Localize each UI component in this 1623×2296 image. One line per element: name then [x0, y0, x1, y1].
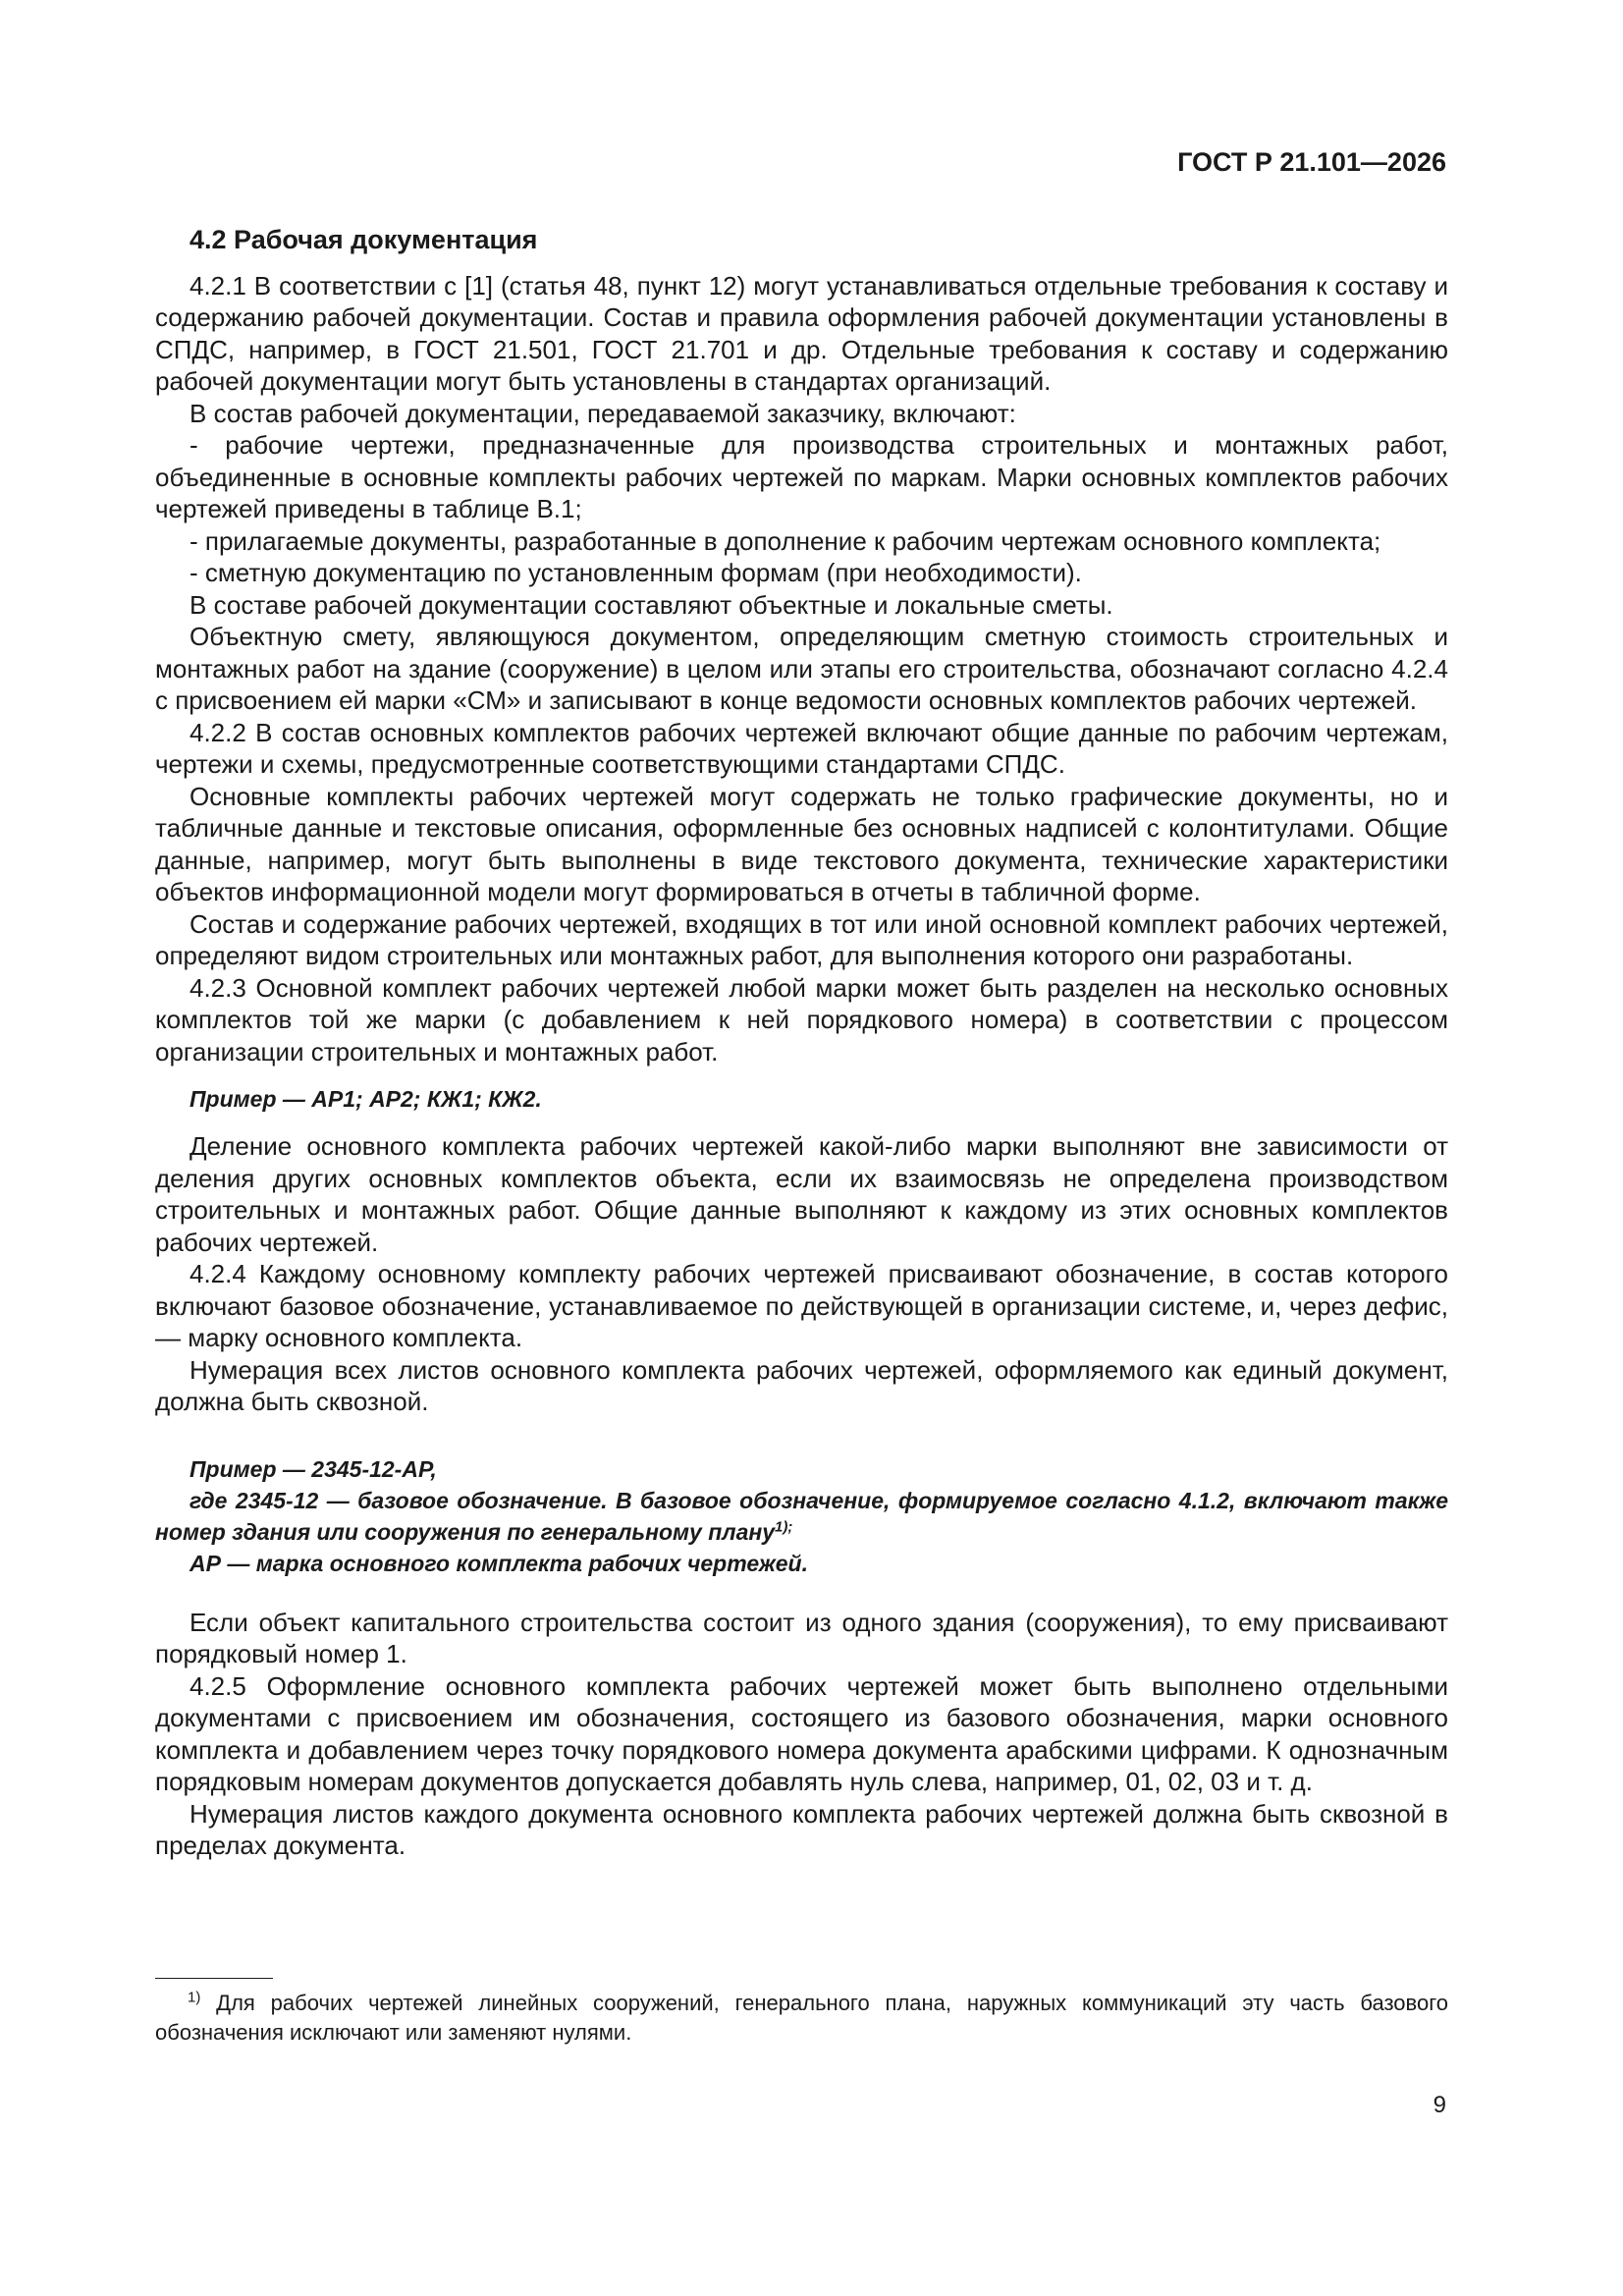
footnote-ref: 1); — [775, 1517, 793, 1535]
main-content — [155, 224, 1448, 1862]
paragraph: Если объект капитального строительства состоит из одного здания (сооружения), то ему присваивают порядковый номер 1. — [155, 1607, 1448, 1668]
page-number: 9 — [1433, 2092, 1446, 2118]
list-item: - рабочие чертежи, предназначенные для производства строительных и монтажных работ, объединенные в основные комплекты рабочих чертежей по маркам. Марки основных комплектов рабочих чертежей приведены в таблице В.1; — [155, 430, 1448, 523]
paragraph: Нумерация листов каждого документа основного комплекта рабочих чертежей должна быть сквозной в пределах документа. — [155, 1798, 1448, 1860]
paragraph: Состав и содержание рабочих чертежей, входящих в тот или иной основной комплект рабочих чертежей, определяют видом строительных или монтажных работ, для выполнения которого они разработаны. — [155, 908, 1448, 970]
example-text: Пример — АР1; АР2; КЖ1; КЖ2. — [189, 1086, 542, 1112]
document-code-header: ГОСТ Р 21.101—2026 — [1177, 147, 1446, 177]
paragraph: Деление основного комплекта рабочих чертежей какой-либо марки выполняют вне зависимости от деления других основных комплектов объекта, если их взаимосвязь не определена производством строительных и монтажных работ. Общие данные выполняют к каждому из этих основных комплектов рабочих чертежей. — [155, 1131, 1448, 1257]
footnote-mark: 1) — [188, 1989, 201, 2006]
section-title: 4.2 Рабочая документация — [189, 225, 538, 254]
paragraph: 4.2.5 Оформление основного комплекта рабочих чертежей может быть выполнено отдельными документами с присвоением им обозначения, состоящего из базового обозначения, марки основного комплекта и добавлением через точку порядкового номера документа арабскими цифрами. К однозначным порядковым номерам документов допускается добавлять нуль слева, например, 01, 02, 03 и т. д. — [155, 1670, 1448, 1796]
paragraph: 4.2.2 В состав основных комплектов рабочих чертежей включают общие данные по рабочим чертежам, чертежи и схемы, предусмотренные соответствующими стандартами СПДС. — [155, 717, 1448, 779]
paragraph: 4.2.3 Основной комплект рабочих чертежей любой марки может быть разделен на несколько основных комплектов той же марки (с добавлением к ней порядкового номера) в соответствии с процессом организации строительных и монтажных работ. — [155, 972, 1448, 1066]
paragraph: Нумерация всех листов основного комплекта рабочих чертежей, оформляемого как единый документ, должна быть сквозной. — [155, 1354, 1448, 1416]
example-line-text: где 2345-12 — базовое обозначение. В базовое обозначение, формируемое согласно 4.1.2, включают также номер здания или сооружения по генеральному плану — [155, 1487, 1448, 1545]
example-block — [155, 1453, 1448, 1579]
footnote-separator — [155, 1978, 273, 1979]
list-item: - сметную документацию по установленным формам (при необходимости). — [189, 558, 1082, 587]
example-line: АР — марка основного комплекта рабочих чертежей. — [189, 1550, 808, 1576]
paragraph: В составе рабочей документации составляют объектные и локальные сметы. — [189, 589, 1113, 620]
paragraph: 4.2.4 Каждому основному комплекту рабочих чертежей присваивают обозначение, в состав которого включают базовое обозначение, устанавливаемое по действующей в организации системе, и, через дефис, — марку основного комплекта. — [155, 1259, 1448, 1352]
paragraph: Основные комплекты рабочих чертежей могут содержать не только графические документы, но и табличные данные и текстовые описания, оформленные без основных надписей с колонтитулами. Общие данные, например, могут быть выполнены в виде текстового документа, технические характеристики объектов информационной модели могут формироваться в отчеты в табличной форме. — [155, 781, 1448, 906]
footnote-text: Для рабочих чертежей линейных сооружений, генерального плана, наружных коммуникаций эту часть базового обозначения исключают или заменяют нулями. — [155, 1991, 1448, 2045]
example-block — [155, 1083, 1448, 1115]
list-item: - прилагаемые документы, разработанные в дополнение к рабочим чертежам основного комплекта; — [189, 525, 1381, 556]
paragraph: В состав рабочей документации, передаваемой заказчику, включают: — [189, 398, 1016, 428]
example-line: Пример — 2345-12-АР, — [189, 1455, 437, 1482]
footnote — [155, 1989, 1448, 2048]
paragraph: Объектную смету, являющуюся документом, определяющим сметную стоимость строительных и монтажных работ на здание (сооружение) в целом или этапы его строительства, обозначают согласно 4.2.4 с присвоением ей марки «СМ» и записывают в конце ведомости основных комплектов рабочих чертежей. — [155, 622, 1448, 715]
paragraph: 4.2.1 В соответствии с [1] (статья 48, пункт 12) могут устанавливаться отдельные требования к составу и содержанию рабочей документации. Состав и правила оформления рабочей документации установлены в СПДС, например, в ГОСТ 21.501, ГОСТ 21.701 и др. Отдельные требования к составу и содержанию рабочей документации могут быть установлены в стандартах организаций. — [155, 270, 1448, 396]
example-line — [155, 1485, 1448, 1548]
